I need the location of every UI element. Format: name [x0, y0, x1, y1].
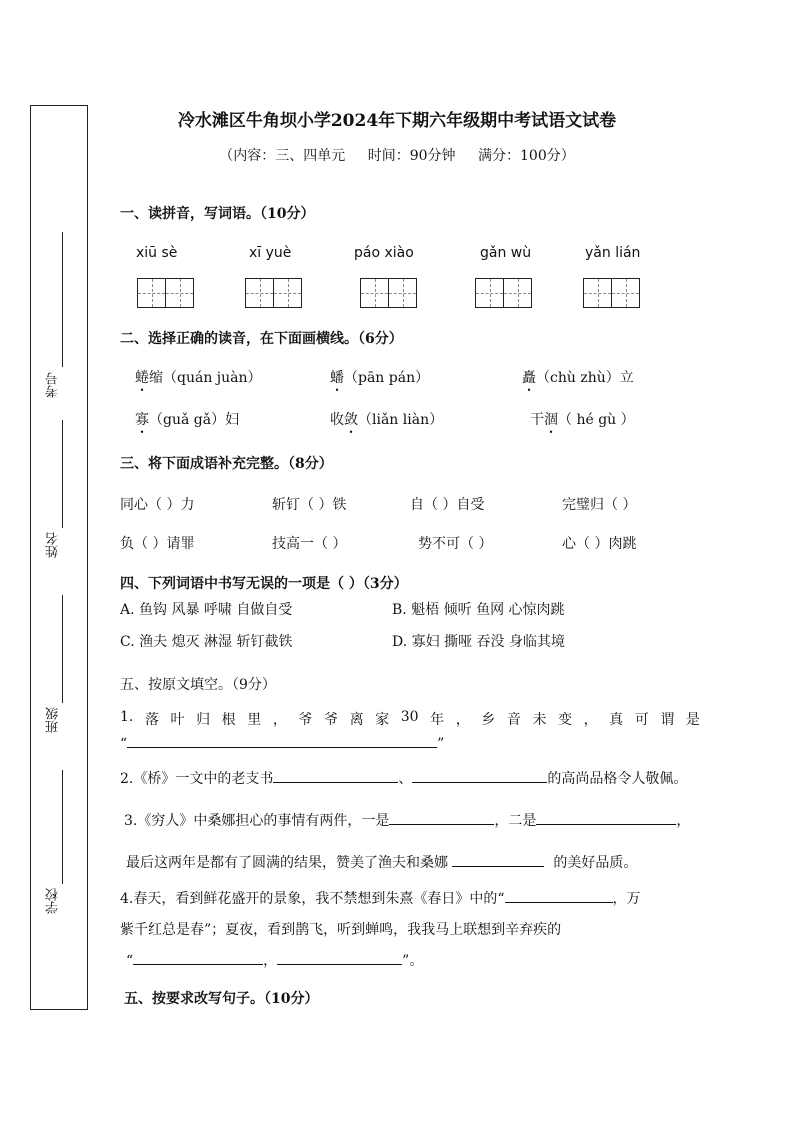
q3-idiom-6[interactable]: 技高一（ ）	[272, 536, 347, 552]
class-field	[44, 595, 64, 765]
q5-heading: 五、按原文填空。（9分）	[120, 677, 276, 693]
q1-answer-grid-4[interactable]	[475, 278, 532, 308]
q5-line-3: 3.《穷人》中桑娜担心的事情有两件，一是 ，二是 ，	[124, 810, 690, 830]
exam-time: 时间：90分钟	[367, 148, 456, 164]
q5-blank-9[interactable]	[277, 950, 402, 965]
q6-heading: 五、按要求改写句子。（10分）	[124, 991, 319, 1007]
q1-pinyin-4: gǎn wù	[480, 245, 532, 261]
q3-idiom-2[interactable]: 斩钉（ ）铁	[272, 497, 347, 513]
exam-no-label: 考号	[46, 372, 61, 398]
q2-item-1: 蜷缩（quán juàn）	[135, 370, 262, 386]
q3-heading: 三、将下面成语补充完整。（8分）	[120, 456, 333, 472]
name-line	[62, 420, 63, 528]
q5-blank-8[interactable]	[133, 950, 263, 965]
q5-blank-5[interactable]	[536, 810, 676, 825]
exam-title: 冷水滩区牛角坝小学2024年下期六年级期中考试语文试卷	[177, 111, 617, 131]
q1-answer-grid-1[interactable]	[137, 278, 194, 308]
q5-line-7: “ ， ”。	[126, 950, 423, 970]
name-field	[44, 420, 64, 590]
q2-heading: 二、选择正确的读音，在下面画横线。（6分）	[120, 331, 403, 347]
q2-item-6: 干涸（ hé gù ）	[530, 412, 635, 428]
q4-heading: 四、下列词语中书写无误的一项是（ ）（3分）	[120, 576, 408, 592]
q5-blank-6[interactable]	[452, 852, 544, 867]
q5-blank-4[interactable]	[389, 810, 494, 825]
q3-idiom-5[interactable]: 负（ ）请罪	[120, 536, 195, 552]
exam-no-field	[44, 232, 64, 412]
school-line	[62, 770, 63, 884]
exam-score: 满分：100分）	[478, 148, 575, 164]
q2-item-3: 矗（chù zhù）立	[522, 370, 634, 386]
q5-blank-7[interactable]	[505, 888, 613, 903]
q3-idiom-3[interactable]: 自（ ）自受	[410, 497, 485, 513]
q1-pinyin-5: yǎn lián	[585, 245, 641, 261]
q3-idiom-4[interactable]: 完璧归（ ）	[562, 497, 637, 513]
exam-content: （内容：三、四单元	[219, 148, 346, 164]
class-label: 班级	[46, 707, 61, 733]
class-line	[62, 595, 63, 703]
q2-item-5: 收敛（liǎn liàn）	[330, 412, 444, 428]
q5-blank-1[interactable]	[127, 733, 437, 748]
q1-pinyin-2: xī yuè	[249, 245, 292, 261]
q1-pinyin-3: páo xiào	[354, 245, 414, 261]
q3-idiom-1[interactable]: 同心（ ）力	[120, 497, 195, 513]
q4-option-a[interactable]: A. 鱼钩 风暴 呼啸 自做自受	[120, 602, 293, 618]
q5-line-6: 紫千红总是春”；夏夜，看到鹊飞，听到蝉鸣，我我马上联想到辛弃疾的	[120, 922, 562, 938]
q4-option-b[interactable]: B. 魁梧 倾听 鱼网 心惊肉跳	[392, 602, 565, 618]
q1-heading: 一、读拼音，写词语。（10分）	[120, 206, 315, 222]
q3-idiom-7[interactable]: 势不可（ ）	[418, 536, 493, 552]
exam-no-line	[62, 232, 63, 367]
q5-blank-2[interactable]	[273, 768, 398, 783]
q4-option-d[interactable]: D. 寡妇 撕哑 吞没 身临其境	[392, 634, 565, 650]
q5-line-4: 最后这两年是都有了圆满的结果，赞美了渔夫和桑娜 的美好品质。	[126, 852, 637, 872]
q5-line-1b: “ ”	[120, 733, 444, 752]
q1-pinyin-1: xiū sè	[136, 245, 178, 261]
q5-line-5: 4.春天，看到鲜花盛开的景象，我不禁想到朱熹《春日》中的“ ，万	[120, 888, 641, 908]
name-label: 姓名	[46, 532, 61, 558]
q5-line-1: 1. 落 叶 归 根 里 ， 爷 爷 离 家 30 年 ， 乡 音 未 变 ， 真 可 谓 是	[120, 709, 700, 728]
q5-line-2: 2.《桥》一文中的老支书 、 的高尚品格令人敬佩。	[120, 768, 687, 788]
q1-answer-grid-2[interactable]	[245, 278, 302, 308]
q2-item-4: 寡（guǎ gǎ）妇	[135, 412, 240, 428]
q4-option-c[interactable]: C. 渔夫 熄灭 淋湿 斩钉截铁	[120, 634, 293, 650]
school-field	[44, 770, 64, 920]
school-label: 学校	[46, 888, 61, 914]
q5-blank-3[interactable]	[412, 768, 547, 783]
exam-subtitle	[0, 145, 794, 165]
q1-answer-grid-3[interactable]	[360, 278, 417, 308]
q2-item-2: 蟠（pān pán）	[330, 370, 430, 386]
q1-answer-grid-5[interactable]	[583, 278, 640, 308]
q3-idiom-8[interactable]: 心（ ）肉跳	[562, 536, 637, 552]
